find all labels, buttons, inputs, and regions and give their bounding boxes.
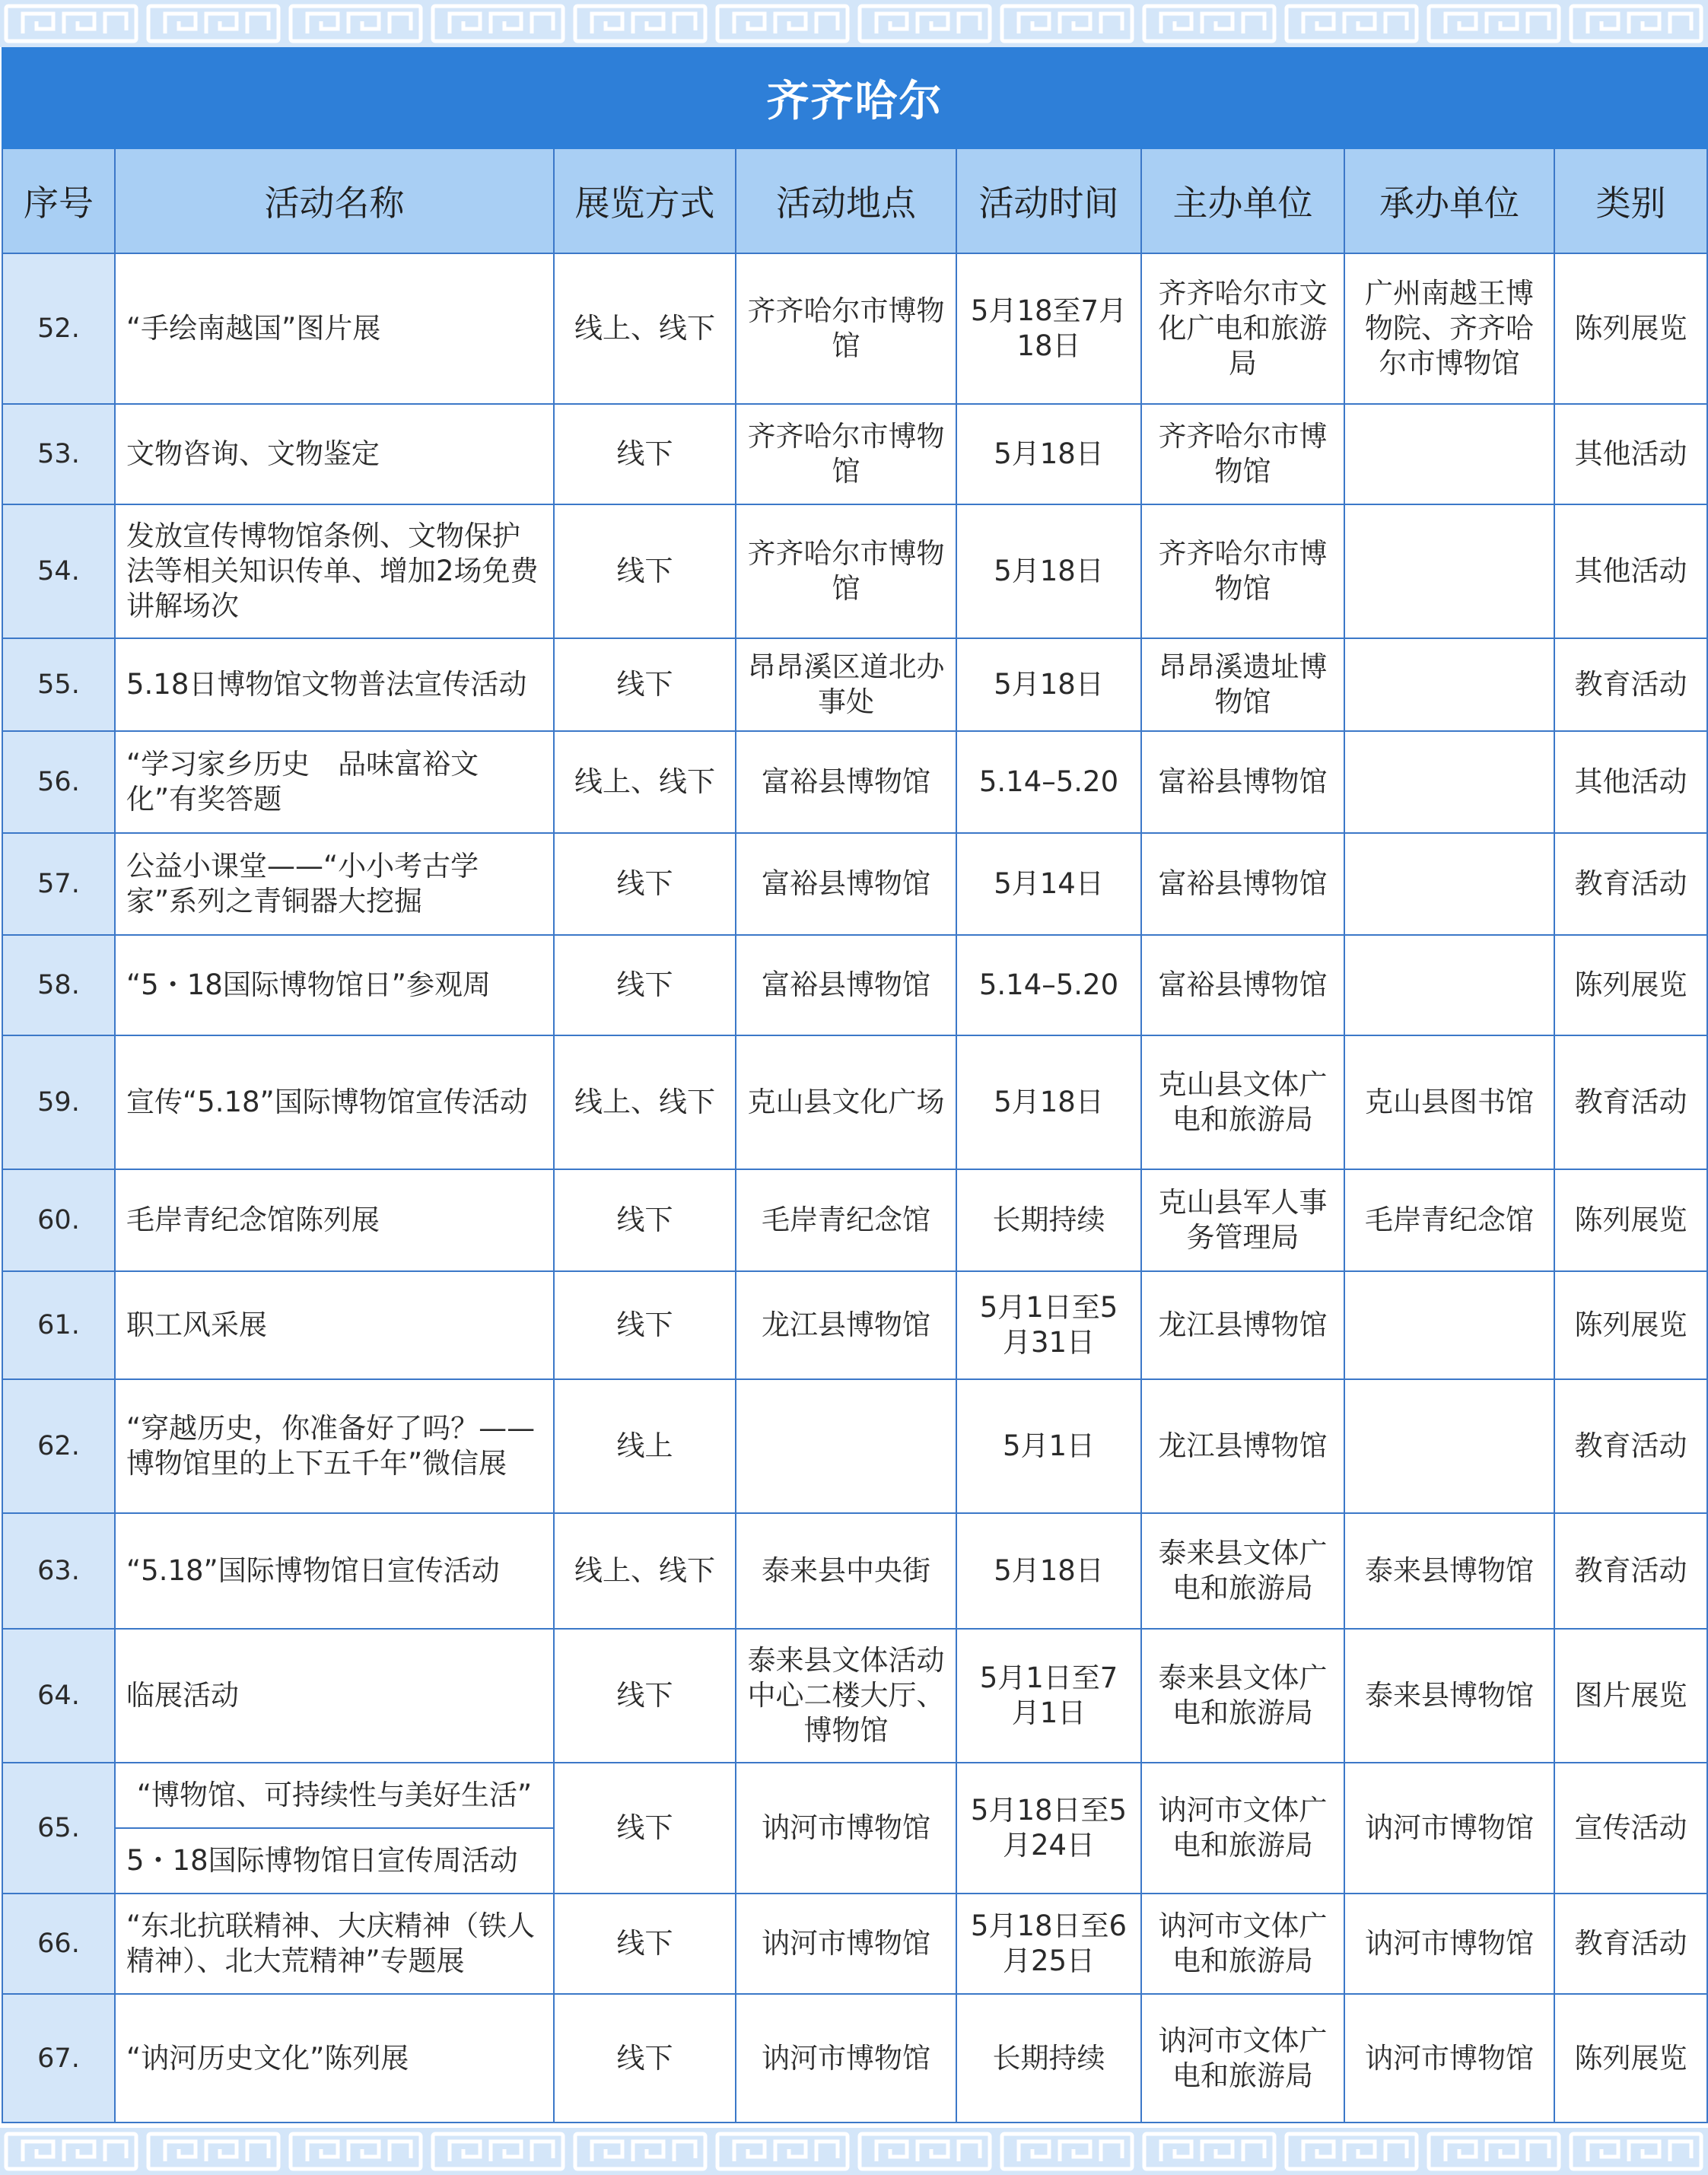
table-row: [2, 1894, 1707, 1994]
exhibition-mode: 线下: [554, 833, 736, 935]
activity-category: 教育活动: [1554, 1035, 1707, 1169]
activity-category: 教育活动: [1554, 1379, 1707, 1513]
host-unit: 讷河市文体广电和旅游局: [1141, 1994, 1344, 2123]
activity-name: “穿越历史，你准备好了吗？——博物馆里的上下五千年”微信展: [115, 1379, 554, 1513]
table-title: 齐齐哈尔: [2, 48, 1707, 148]
activity-name: 临展活动: [115, 1629, 554, 1763]
activity-place: 讷河市博物馆: [736, 1894, 956, 1994]
organizer-unit: [1344, 731, 1554, 833]
activity-time: 5月18日: [956, 1513, 1141, 1629]
table-row: [2, 935, 1707, 1035]
table-row: [2, 1513, 1707, 1629]
activity-time: 5月18日: [956, 638, 1141, 731]
exhibition-mode: 线下: [554, 1994, 736, 2123]
activity-place: 齐齐哈尔市博物馆: [736, 504, 956, 638]
activity-time: 5月18日至6月25日: [956, 1894, 1141, 1994]
exhibition-mode: 线下: [554, 504, 736, 638]
activity-table-container: [2, 47, 1706, 2128]
table-row: [2, 638, 1707, 731]
table-row: [2, 1271, 1707, 1379]
host-unit: 讷河市文体广电和旅游局: [1141, 1763, 1344, 1894]
activity-name: “5・18国际博物馆日”参观周: [115, 935, 554, 1035]
host-unit: 富裕县博物馆: [1141, 935, 1344, 1035]
activity-time: 5.14–5.20: [956, 731, 1141, 833]
organizer-unit: 讷河市博物馆: [1344, 1894, 1554, 1994]
row-number: 58.: [2, 935, 115, 1035]
activity-time: 长期持续: [956, 1994, 1141, 2123]
organizer-unit: 讷河市博物馆: [1344, 1763, 1554, 1894]
activity-category: 其他活动: [1554, 504, 1707, 638]
greek-key-border-top: [0, 0, 1708, 47]
table-row: [2, 1035, 1707, 1169]
organizer-unit: [1344, 404, 1554, 504]
activity-category: 陈列展览: [1554, 1169, 1707, 1271]
activity-time: 长期持续: [956, 1169, 1141, 1271]
row-number: 67.: [2, 1994, 115, 2123]
activity-category: 其他活动: [1554, 731, 1707, 833]
organizer-unit: [1344, 1379, 1554, 1513]
activity-name: 发放宣传博物馆条例、文物保护法等相关知识传单、增加2场免费讲解场次: [115, 504, 554, 638]
activity-time: 5月1日至5月31日: [956, 1271, 1141, 1379]
table-row: [2, 1763, 1707, 1828]
activity-time: 5月1日: [956, 1379, 1141, 1513]
table-row: [2, 504, 1707, 638]
activity-name: 毛岸青纪念馆陈列展: [115, 1169, 554, 1271]
exhibition-mode: 线下: [554, 1271, 736, 1379]
activity-category: 宣传活动: [1554, 1763, 1707, 1894]
host-unit: 克山县文体广电和旅游局: [1141, 1035, 1344, 1169]
organizer-unit: 毛岸青纪念馆: [1344, 1169, 1554, 1271]
row-number: 60.: [2, 1169, 115, 1271]
row-number: 56.: [2, 731, 115, 833]
organizer-unit: [1344, 504, 1554, 638]
exhibition-mode: 线下: [554, 404, 736, 504]
organizer-unit: 讷河市博物馆: [1344, 1994, 1554, 2123]
activity-place: 克山县文化广场: [736, 1035, 956, 1169]
exhibition-mode: 线下: [554, 1763, 736, 1894]
column-header: 承办单位: [1344, 148, 1554, 253]
activity-name: “5.18”国际博物馆日宣传活动: [115, 1513, 554, 1629]
host-unit: 龙江县博物馆: [1141, 1379, 1344, 1513]
activity-name: 职工风采展: [115, 1271, 554, 1379]
column-header: 活动名称: [115, 148, 554, 253]
exhibition-mode: 线上、线下: [554, 731, 736, 833]
table-row: [2, 253, 1707, 404]
activity-place: 齐齐哈尔市博物馆: [736, 253, 956, 404]
activity-category: 教育活动: [1554, 638, 1707, 731]
activity-place: 毛岸青纪念馆: [736, 1169, 956, 1271]
exhibition-mode: 线上、线下: [554, 1035, 736, 1169]
activity-name: “讷河历史文化”陈列展: [115, 1994, 554, 2123]
activity-place: 泰来县文体活动中心二楼大厅、博物馆: [736, 1629, 956, 1763]
table-row: [2, 1379, 1707, 1513]
exhibition-mode: 线上、线下: [554, 1513, 736, 1629]
activity-place: 讷河市博物馆: [736, 1763, 956, 1894]
activity-time: 5.14–5.20: [956, 935, 1141, 1035]
exhibition-mode: 线下: [554, 638, 736, 731]
exhibition-mode: 线下: [554, 1894, 736, 1994]
host-unit: 克山县军人事务管理局: [1141, 1169, 1344, 1271]
activity-place: 昂昂溪区道北办事处: [736, 638, 956, 731]
activity-place: 富裕县博物馆: [736, 935, 956, 1035]
host-unit: 齐齐哈尔市博物馆: [1141, 504, 1344, 638]
activity-time: 5月18日: [956, 1035, 1141, 1169]
row-number: 62.: [2, 1379, 115, 1513]
activity-category: 陈列展览: [1554, 1271, 1707, 1379]
organizer-unit: [1344, 638, 1554, 731]
activity-table: [2, 47, 1708, 2123]
column-header-row: [2, 148, 1707, 253]
row-number: 57.: [2, 833, 115, 935]
activity-time: 5月18至7月18日: [956, 253, 1141, 404]
activity-name: “手绘南越国”图片展: [115, 253, 554, 404]
row-number: 53.: [2, 404, 115, 504]
column-header: 类别: [1554, 148, 1707, 253]
activity-name: 宣传“5.18”国际博物馆宣传活动: [115, 1035, 554, 1169]
activity-place: 龙江县博物馆: [736, 1271, 956, 1379]
column-header: 序号: [2, 148, 115, 253]
activity-category: 陈列展览: [1554, 1994, 1707, 2123]
activity-time: 5月18日至5月24日: [956, 1763, 1141, 1894]
row-number: 64.: [2, 1629, 115, 1763]
row-number: 54.: [2, 504, 115, 638]
column-header: 活动地点: [736, 148, 956, 253]
activity-time: 5月1日至7月1日: [956, 1629, 1141, 1763]
table-row: [2, 833, 1707, 935]
row-number: 65.: [2, 1763, 115, 1894]
host-unit: 富裕县博物馆: [1141, 833, 1344, 935]
table-row: [2, 1169, 1707, 1271]
activity-category: 其他活动: [1554, 404, 1707, 504]
row-number: 66.: [2, 1894, 115, 1994]
table-row: [2, 1994, 1707, 2123]
organizer-unit: [1344, 833, 1554, 935]
activity-category: 图片展览: [1554, 1629, 1707, 1763]
host-unit: 泰来县文体广电和旅游局: [1141, 1629, 1344, 1763]
activity-name: “博物馆、可持续性与美好生活”: [115, 1763, 554, 1828]
activity-place: 富裕县博物馆: [736, 731, 956, 833]
host-unit: 昂昂溪遗址博物馆: [1141, 638, 1344, 731]
organizer-unit: [1344, 1271, 1554, 1379]
exhibition-mode: 线上: [554, 1379, 736, 1513]
activity-category: 教育活动: [1554, 1894, 1707, 1994]
host-unit: 龙江县博物馆: [1141, 1271, 1344, 1379]
host-unit: 齐齐哈尔市文化广电和旅游局: [1141, 253, 1344, 404]
row-number: 52.: [2, 253, 115, 404]
activity-time: 5月18日: [956, 404, 1141, 504]
exhibition-mode: 线上、线下: [554, 253, 736, 404]
organizer-unit: [1344, 935, 1554, 1035]
row-number: 63.: [2, 1513, 115, 1629]
activity-name: 公益小课堂——“小小考古学家”系列之青铜器大挖掘: [115, 833, 554, 935]
activity-category: 陈列展览: [1554, 935, 1707, 1035]
row-number: 55.: [2, 638, 115, 731]
activity-category: 教育活动: [1554, 1513, 1707, 1629]
host-unit: 讷河市文体广电和旅游局: [1141, 1894, 1344, 1994]
greek-key-border-bottom: [0, 2128, 1708, 2175]
column-header: 主办单位: [1141, 148, 1344, 253]
exhibition-mode: 线下: [554, 1169, 736, 1271]
organizer-unit: 广州南越王博物院、齐齐哈尔市博物馆: [1344, 253, 1554, 404]
column-header: 展览方式: [554, 148, 736, 253]
activity-place: [736, 1379, 956, 1513]
activity-name: 5.18日博物馆文物普法宣传活动: [115, 638, 554, 731]
table-row: [2, 731, 1707, 833]
organizer-unit: 泰来县博物馆: [1344, 1513, 1554, 1629]
exhibition-mode: 线下: [554, 1629, 736, 1763]
column-header: 活动时间: [956, 148, 1141, 253]
host-unit: 齐齐哈尔市博物馆: [1141, 404, 1344, 504]
row-number: 59.: [2, 1035, 115, 1169]
table-row: [2, 404, 1707, 504]
activity-place: 富裕县博物馆: [736, 833, 956, 935]
organizer-unit: 泰来县博物馆: [1344, 1629, 1554, 1763]
host-unit: 富裕县博物馆: [1141, 731, 1344, 833]
host-unit: 泰来县文体广电和旅游局: [1141, 1513, 1344, 1629]
row-number: 61.: [2, 1271, 115, 1379]
exhibition-mode: 线下: [554, 935, 736, 1035]
activity-category: 陈列展览: [1554, 253, 1707, 404]
activity-name: “学习家乡历史 品味富裕文化”有奖答题: [115, 731, 554, 833]
activity-place: 泰来县中央街: [736, 1513, 956, 1629]
activity-name: 文物咨询、文物鉴定: [115, 404, 554, 504]
table-row: [2, 1629, 1707, 1763]
activity-category: 教育活动: [1554, 833, 1707, 935]
organizer-unit: 克山县图书馆: [1344, 1035, 1554, 1169]
activity-place: 齐齐哈尔市博物馆: [736, 404, 956, 504]
activity-place: 讷河市博物馆: [736, 1994, 956, 2123]
activity-name-subtitle: 5・18国际博物馆日宣传周活动: [115, 1828, 554, 1894]
activity-time: 5月18日: [956, 504, 1141, 638]
activity-time: 5月14日: [956, 833, 1141, 935]
activity-name: “东北抗联精神、大庆精神（铁人精神）、北大荒精神”专题展: [115, 1894, 554, 1994]
